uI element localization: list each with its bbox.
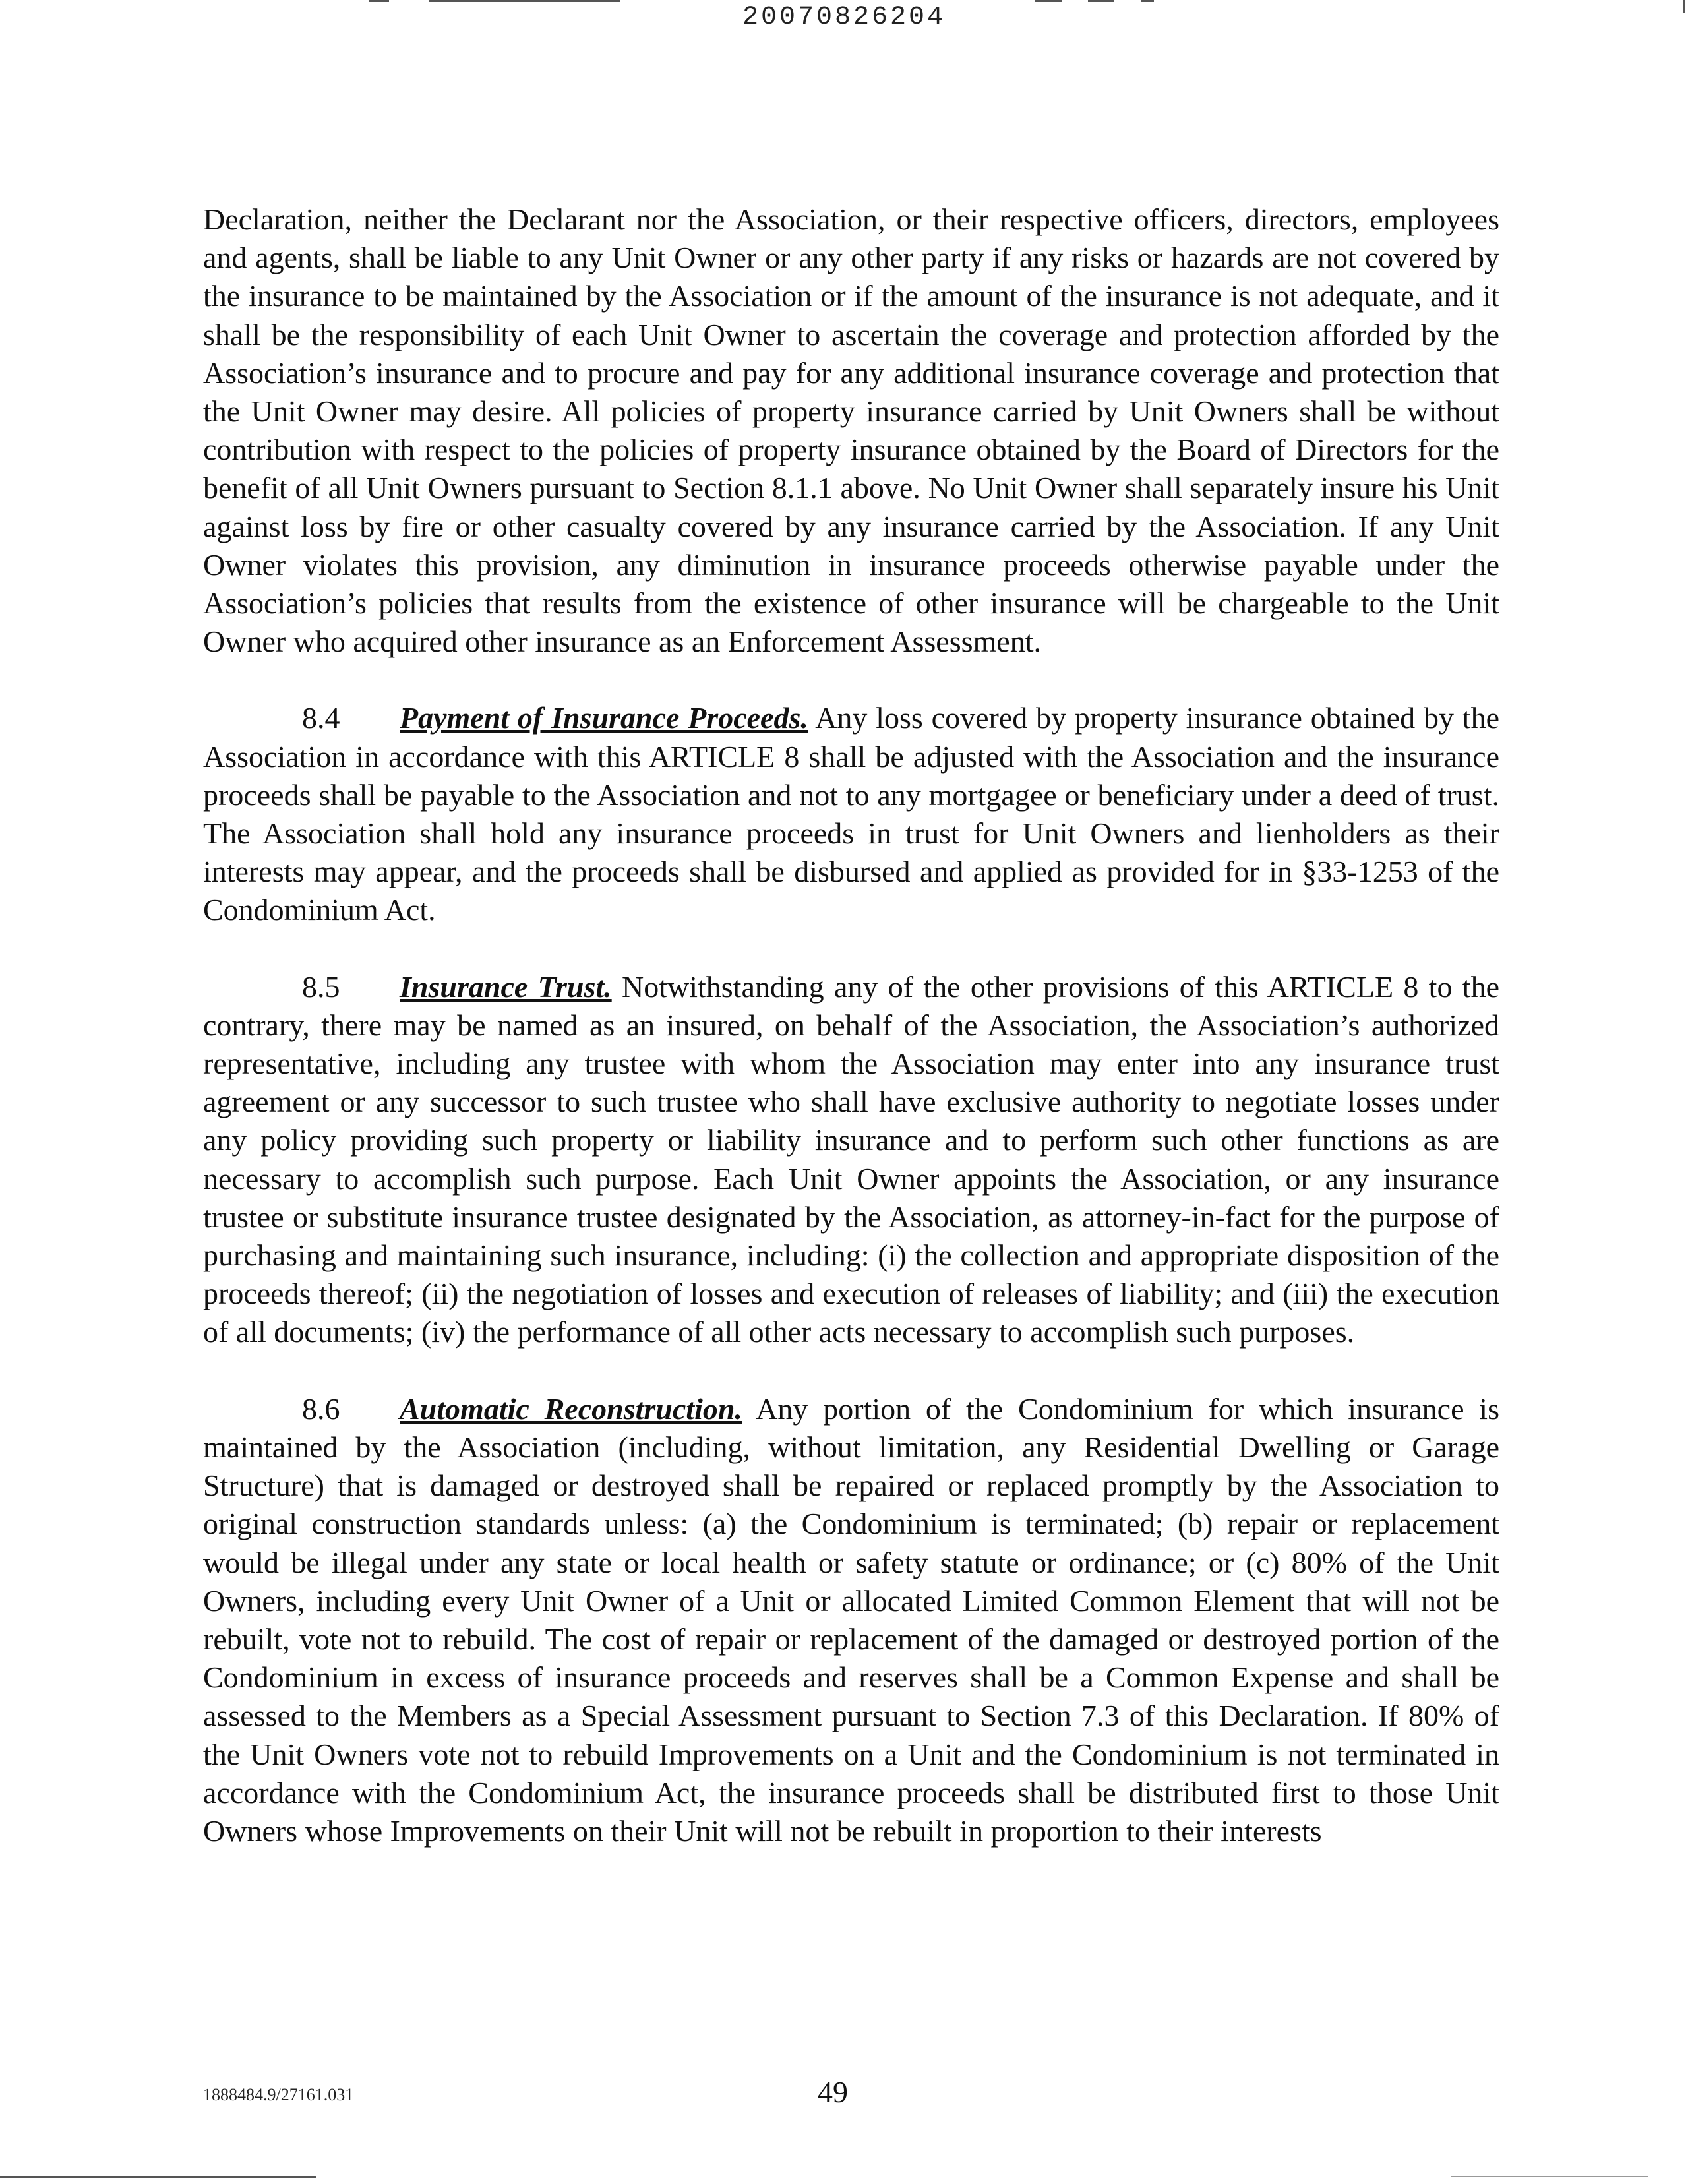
paragraph-text: Declaration, neither the Declarant nor the Association, or their respective officers, directors, employees and agents, shall be liable to any Unit Owner or any other party if any risks or hazards are not covered by the insurance to be maintained by the Association or if the amount of the insurance is not adequate, and it shall be the responsibility of each Unit Owner to ascertain the coverage and protection afforded by the Association’s insurance and to procure and pay for any additional insurance coverage and protection that the Unit Owner may desire. All policies of property insurance carried by Unit Owners shall be without contribution with respect to the policies of property insurance obtained by the Board of Directors for the benefit of all Unit Owners pursuant to Section 8.1.1 above. No Unit Owner shall separately insure his Unit against loss by fire or other casualty covered by any insurance carried by the Association. If any Unit Owner violates this provision, any diminution in insurance proceeds otherwise payable under the Association’s policies that results from the existence of other insurance will be chargeable to the Unit Owner who acquired other insurance as an Enforcement Assessment. (203, 202, 1499, 659)
section-title: Insurance Trust. (400, 969, 612, 1004)
section-text: Any portion of the Condominium for which insurance is maintained by the Association (including, without limitation, any Residential Dwelling or Garage Structure) that is damaged or destroyed shall be repaired or replaced promptly by the Association to original construction standards unless: (a) the Condominium is terminated; (b) repair or replacement would be illegal under any state or local health or safety statute or ordinance; or (c) 80% of the Unit Owners, including every Unit Owner of a Unit or allocated Limited Common Element that will not be rebuilt, vote not to rebuild. The cost of repair or replacement of the damaged or destroyed portion of the Condominium in excess of insurance proceeds and reserves shall be a Common Expense and shall be assessed to the Members as a Special Assessment pursuant to Section 7.3 of this Declaration. If 80% of the Unit Owners vote not to rebuild Improvements on a Unit and the Condominium is not terminated in accordance with the Condominium Act, the insurance proceeds shall be distributed first to those Unit Owners whose Improvements on their Unit will not be rebuilt in proportion to their interests (203, 1391, 1499, 1848)
scan-mark-top (369, 0, 389, 2)
section-number: 8.5 (302, 969, 340, 1004)
document-body (203, 200, 1499, 1850)
section-number: 8.4 (302, 701, 340, 735)
scan-mark-bottom (0, 2176, 316, 2178)
footer-document-reference: 1888484.9/27161.031 (203, 2085, 354, 2104)
scan-mark-top (1088, 0, 1114, 2)
scan-mark-top (1035, 0, 1062, 2)
scan-mark-bottom (1451, 2176, 1648, 2177)
document-number: 20070826204 (742, 3, 946, 32)
section-text: Any loss covered by property insurance obtained by the Association in accordance with this ARTICLE 8 shall be adjusted with the Association and the insurance proceeds shall be payable to the Association and not to any mortgagee or beneficiary under a deed of trust. The Association shall hold any insurance proceeds in trust for Unit Owners and lienholders as their interests may appear, and the proceeds shall be disbursed and applied as provided for in §33-1253 of the Condominium Act. (203, 701, 1499, 927)
section-title: Payment of Insurance Proceeds. (400, 701, 808, 735)
section-8-4 (203, 699, 1499, 929)
section-8-5 (203, 968, 1499, 1352)
section-title: Automatic Reconstruction. (400, 1391, 742, 1426)
section-number: 8.6 (302, 1391, 340, 1426)
scan-mark-top (429, 0, 620, 2)
page-number: 49 (818, 2075, 848, 2109)
section-text: Notwithstanding any of the other provisions of this ARTICLE 8 to the contrary, there may be named as an insured, on behalf of the Association, the Association’s authorized representative, including any trustee with whom the Association may enter into any insurance trust agreement or any successor to such trustee who shall have exclusive authority to negotiate losses under any policy providing such property or liability insurance and to perform such other functions as are necessary to accomplish such purpose. Each Unit Owner appoints the Association, or any insurance trustee or substitute insurance trustee designated by the Association, as attorney-in-fact for the purpose of purchasing and maintaining such insurance, including: (i) the collection and appropriate disposition of the proceeds thereof; (ii) the negotiation of losses and execution of releases of liability; and (iii) the execution of all documents; (iv) the performance of all other acts necessary to accomplish such purposes. (203, 969, 1499, 1349)
paragraph-continued (203, 200, 1499, 661)
section-8-6 (203, 1390, 1499, 1850)
scan-mark-top (1141, 0, 1154, 2)
